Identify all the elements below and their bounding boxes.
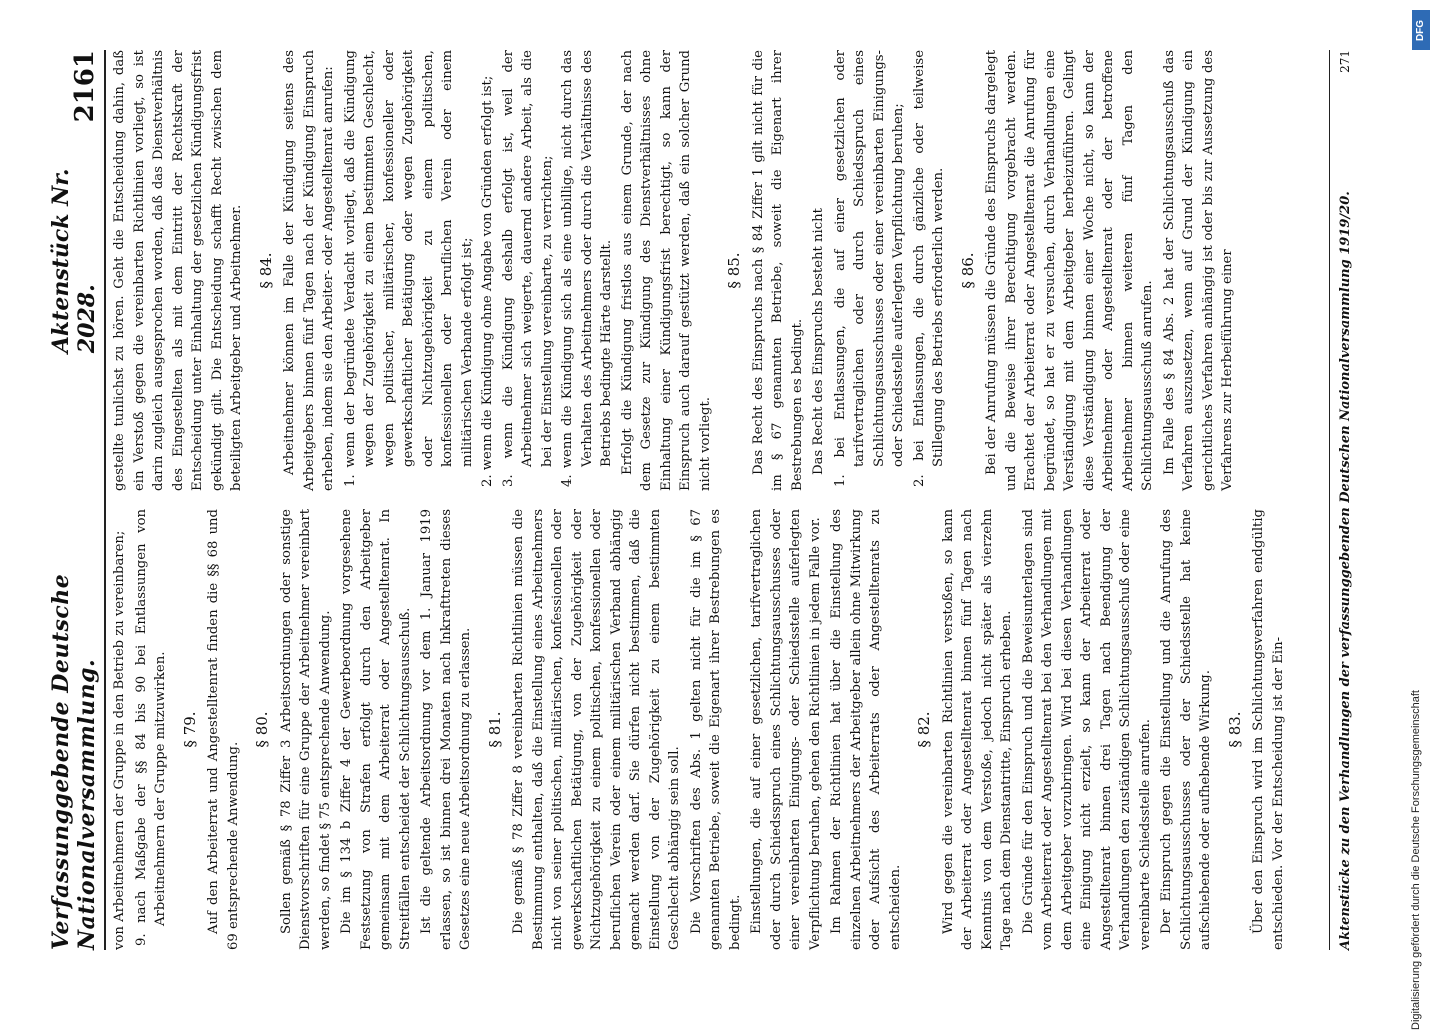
- paragraph: Sollen gemäß § 78 Ziffer 3 Arbeitsordnungen oder sonstige Dienstvorschriften für eine Gruppe der Arbeitnehmer vereinbart werden, so findet § 75 entsprechende Anwendung.: [278, 509, 333, 950]
- paragraph: Das Recht des Einspruchs besteht nicht: [811, 208, 826, 475]
- paragraph: Auf den Arbeiterrat und Angestelltenrat finden die §§ 68 und 69 entsprechende Anwendung.: [206, 509, 241, 950]
- dfg-logo-text: DFG: [1415, 19, 1427, 41]
- section-heading: § 83.: [1225, 711, 1244, 748]
- section-heading: § 85.: [725, 252, 743, 289]
- section-heading: § 81.: [485, 711, 504, 748]
- section-heading: § 84.: [256, 252, 275, 289]
- paragraph: Im Rahmen der Richtlinien hat über die Einstellung des einzelnen Arbeitnehmers der Arbeitgeber allein ohne Mitwirkung oder Aufsicht des Arbeiterrats oder Angestelltenrats zu entscheiden.: [829, 509, 903, 950]
- header-doc-number: Aktenstück Nr. 2028.: [48, 168, 100, 354]
- list-item: 2. bei Entlassungen, die durch gänzliche oder teilweise Stillegung des Betriebs erforderlich werden.: [911, 50, 946, 487]
- paragraph: Bei der Anrufung müssen die Gründe des Einspruchs dargelegt und die Beweise ihrer Berechtigung vorgebracht werden. Erachtet der Arbeiterrat oder Angestelltenrat die Anrufung für begründet, so hat er zu versuchen, durch Verhandlungen eine Verständigung mit dem Arbeitgeber herbeizuführen. Gelingt diese Verständigung binnen einer Woche nicht, so kann der Arbeitnehmer oder Angestelltenrat oder der betroffene Arbeitnehmer binnen weiteren fünf Tagen den Schlichtungsausschuß anrufen.: [984, 50, 1155, 491]
- list-item: 1. wenn der begründete Verdacht vorliegt, daß die Kündigung wegen der Zugehörigkeit zu einem bestimmten Geschlecht, wegen politischer, militärischer, konfessioneller oder gewerkschaftlicher Betätigung oder wegen Zugehörigkeit oder Nichtzugehörigkeit zu einem politischen, konfessionellen oder beruflichen Verein oder einem militärischen Verbande erfolgt ist;: [342, 50, 475, 487]
- column-right: [110, 50, 1320, 491]
- paragraph: Im Falle des § 84 Abs. 2 hat der Schlichtungsausschuß das Verfahren auszusetzen, wenn auf Grund der Kündigung ein gerichtliches Verfahren anhängig ist oder bis zur Aussetzung des Verfahrens zur Herbeiführung einer: [1161, 50, 1235, 491]
- paragraph: Die gemäß § 78 Ziffer 8 vereinbarten Richtlinien müssen die Bestimmung enthalten, daß die Einstellung eines Arbeitnehmers nicht von seiner politischen, militärischen, konfessionellen oder gewerkschaftlichen Betätigung, von der Zugehörigkeit oder Nichtzugehörigkeit zu einem politischen, konfessionellen oder beruflichen Verein oder einem militärischen Verband abhängig gemacht werden darf. Sie dürfen nicht bestimmen, daß die Einstellung von der Zugehörigkeit zu einem bestimmten Geschlecht abhängig sein soll.: [511, 509, 682, 950]
- page-footer: [1329, 50, 1360, 950]
- paragraph: gestellte tunlichst zu hören. Geht die Entscheidung dahin, daß ein Verstoß gegen die vereinbarten Richtlinien vorliegt, so ist darin zugleich ausgesprochen worden, daß das Dienstverhältnis des Eingestellten als mit dem Eintritt der Rechtskraft der Entscheidung unter Einhaltung der gesetzlichen Kündigungsfrist gekündigt gilt. Die Entscheidung schafft Recht zwischen dem beteiligten Arbeitgeber und Arbeitnehmer.: [112, 50, 244, 491]
- page-header: [48, 50, 106, 950]
- header-title: Verfassunggebende Deutsche Nationalversammlung.: [48, 573, 100, 950]
- section-heading: § 79.: [180, 711, 199, 748]
- paragraph: Die im § 134 b Ziffer 4 der Gewerbeordnung vorgesehene Festsetzung von Strafen erfolgt durch den Arbeitgeber gemeinsam mit dem Arbeiterrat oder Angestelltenrat. In Streitfällen entscheidet der Schlichtungsausschuß.: [339, 509, 413, 950]
- list-item: 9. nach Maßgabe der §§ 84 bis 90 bei Entlassungen von Arbeitnehmern der Gruppe mitzuwirken.: [133, 509, 168, 946]
- list-item: 2. wenn die Kündigung ohne Angabe von Gründen erfolgt ist;: [480, 75, 495, 487]
- text-columns: [110, 50, 1320, 950]
- list-item: 3. wenn die Kündigung deshalb erfolgt ist, weil der Arbeitnehmer sich weigerte, dauernd andere Arbeit, als die bei der Einstellung vereinbarte, zu verrichten;: [500, 50, 555, 487]
- paragraph: Einstellungen, die auf einer gesetzlichen, tarifvertraglichen oder durch Schiedsspruch eines Schlichtungsausschusses oder einer vereinbarten Einigungs- oder Schiedsstelle auferlegten Verpflichtung beruhen, gehen den Richtlinien in jedem Falle vor.: [749, 509, 823, 950]
- column-left: [110, 509, 1320, 950]
- paragraph: Ist die geltende Arbeitsordnung vor dem 1. Januar 1919 erlassen, so ist binnen drei Monaten nach Inkrafttreten dieses Gesetzes eine neue Arbeitsordnung zu erlassen.: [419, 509, 473, 950]
- list-item: 4. wenn die Kündigung sich als eine unbillige, nicht durch das Verhalten des Arbeitnehmers oder durch die Verhältnisse des Betriebs bedingte Härte darstellt.: [560, 50, 614, 487]
- section-heading: § 80.: [253, 711, 271, 748]
- section-heading: § 82.: [915, 711, 933, 748]
- paragraph: Die Gründe für den Einspruch und die Beweisunterlagen sind vom Arbeiterrat oder Angestelltenrat bei den Verhandlungen mit dem Arbeitgeber vorzubringen. Wird bei diesen Verhandlungen eine Einigung nicht erzielt, so kann der Arbeiterrat oder Angestelltenrat binnen drei Tagen nach Beendigung der Verhandlungen den zuständigen Schlichtungsausschuß oder eine vereinbarte Schiedsstelle anrufen.: [1020, 509, 1153, 950]
- footer-page-number: 271: [1338, 50, 1352, 73]
- paragraph: Über den Einspruch wird im Schlichtungsverfahren endgültig entschieden. Vor der Entscheidung ist der Ein-: [1251, 509, 1286, 950]
- footer-source: Aktenstücke zu den Verhandlungen der verfassunggebenden Deutschen Nationalversammlung 1919/20.: [1337, 191, 1353, 950]
- paragraph: Der Einspruch gegen die Einstellung und die Anrufung des Schlichtungsausschusses oder der Schiedsstelle hat keine aufschiebende oder aufhebende Wirkung.: [1159, 509, 1213, 950]
- paragraph: Arbeitnehmer können im Falle der Kündigung seitens des Arbeitgebers binnen fünf Tagen nach der Kündigung Einspruch erheben, indem sie den Arbeiter- oder Angestelltenrat anrufen:: [282, 50, 336, 491]
- list-item: 1. bei Entlassungen, die auf einer gesetzlichen oder tarifvertraglichen oder durch Schiedsspruch eines Schlichtungsausschusses oder einer vereinbarten Einigungs- oder Schiedsstelle auferlegten Verpflichtung beruhen;: [832, 50, 906, 487]
- paragraph: Das Recht des Einspruchs nach § 84 Ziffer 1 gilt nicht für die im § 67 genannten Betriebe, soweit die Eigenart ihrer Bestrebungen es bedingt.: [750, 50, 805, 491]
- section-heading: § 86.: [958, 252, 977, 289]
- header-page-number: 2161: [70, 50, 100, 123]
- side-note-text: Digitalisierung gefördert durch die Deutsche Forschungsgemeinschaft: [1410, 690, 1422, 1030]
- paragraph: Die Vorschriften des Abs. 1 gelten nicht für die im § 67 genannten Betriebe, soweit die Eigenart ihrer Bestrebungen es bedingt.: [688, 509, 743, 950]
- paragraph: von Arbeitnehmern der Gruppe in den Betrieb zu vereinbaren;: [112, 530, 127, 950]
- side-note: [1410, 10, 1430, 1030]
- paragraph: Erfolgt die Kündigung fristlos aus einem Grunde, der nach dem Gesetze zur Kündigung des Dienstverhältnisses ohne Einhaltung einer Kündigungsfrist berechtigt, so kann der Einspruch auch darauf gestützt werden, daß ein solcher Grund nicht vorliegt.: [619, 50, 713, 491]
- document-page: [48, 50, 1360, 950]
- paragraph: Wird gegen die vereinbarten Richtlinien verstoßen, so kann der Arbeiterrat oder Angestelltenrat binnen fünf Tagen nach Kenntnis von dem Verstoße, jedoch nicht später als vierzehn Tage nach dem Dienstantritte, Einspruch erheben.: [940, 509, 1014, 950]
